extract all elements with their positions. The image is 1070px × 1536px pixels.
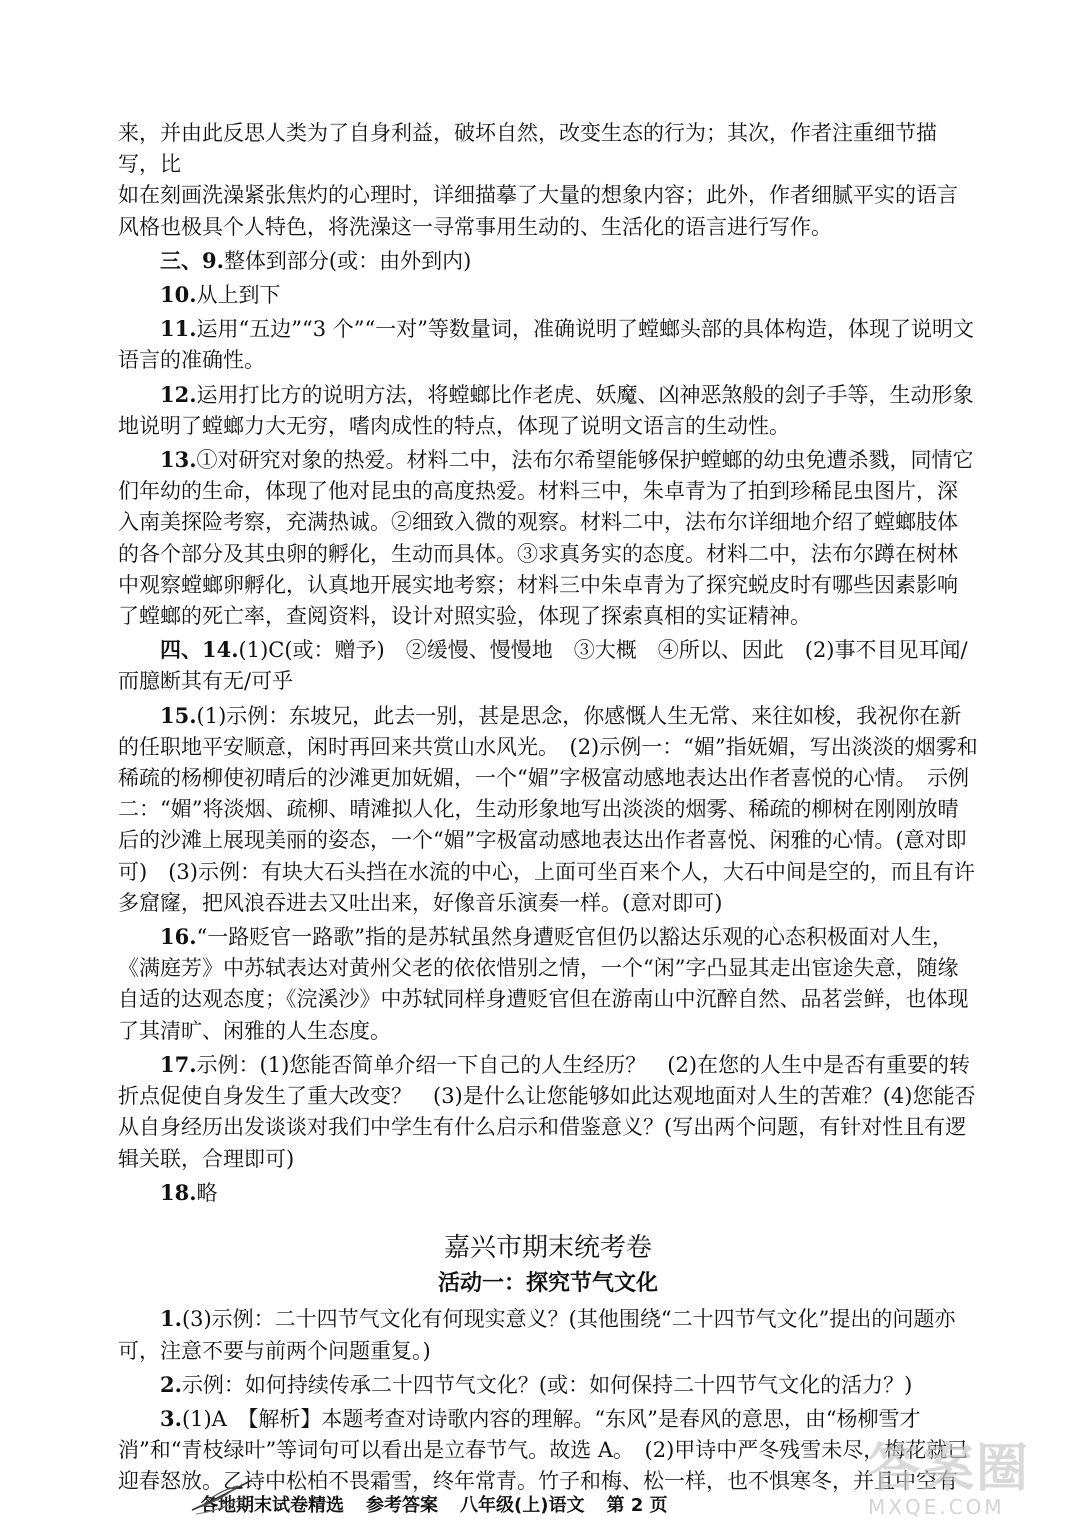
page-footer: [200, 1486, 880, 1522]
activity-title: 活动一：探究节气文化: [437, 1271, 658, 1297]
footer-series: 各地期末试卷精选: [200, 1495, 344, 1516]
answer-item: [118, 245, 978, 277]
answer-item: [118, 1049, 978, 1175]
answer-text: 略: [196, 1180, 218, 1205]
answer-text: (1)示例：东坡兄，此去一别，甚是思念，你感慨人生无常、来往如梭，我祝你在新的任职地平安顺意，闲时再回来共赏山水风光。 (2)示例一：“媚”指妩媚，写出淡淡的烟雾和稀疏的杨柳使初晴后的沙滩更加妩媚，一个“媚”字极富动感地表达出作者喜悦的心情。 示例二：“媚”将淡烟、疏柳、晴滩拟人化，生动形象地写出淡淡的烟雾、稀疏的柳树在刚刚放晴后的沙滩上展现美丽的姿态，一个“媚”字极富动感地表达出作者喜悦、闲雅的心情。(意对即可) (3)示例：有块大石头挡在水流的中心，上面可坐百来个人，大石中间是空的，而且有许多窟窿，把风浪吞进去又吐出来，好像音乐演奏一样。(意对即可): [118, 703, 978, 915]
watermark-site: MXQE.COM: [868, 1495, 1005, 1519]
text-line: 如在刻画洗澡紧张焦灼的心理时，详细描摹了大量的想象内容；此外，作者细腻平实的语言: [118, 183, 958, 208]
answer-text: (1)A 【解析】本题考查对诗歌内容的理解。“东风”是春风的意思，由“杨柳雪才消”和“青枝绿叶”等词句可以看出是立春节气。故选 A。 (2)甲诗中严冬残雪未尽，梅花就已迎春怒放。乙诗中松柏不畏霜雪，终年常青。竹子和梅、松一样，也不惧寒冬，并且中空有: [118, 1406, 969, 1494]
answer-number: 四、14.: [160, 637, 239, 663]
answer-text: (1)C(或：赠予) ②缓慢、慢慢地 ③大概 ④所以、因此 (2)事不目见耳闻/而臆断其有无/可乎: [118, 638, 968, 694]
answer-item: [118, 313, 978, 376]
answer-text: 运用“五边”“3 个”“一对”等数量词，准确说明了螳螂头部的具体构造，体现了说明文语言的准确性。: [118, 317, 974, 373]
feather-ornament-icon: [188, 1474, 258, 1518]
answer-text: 示例：(1)您能否简单介绍一下自己的人生经历？ (2)在您的人生中是否有重要的转折点促使自身发生了重大改变？ (3)是什么让您能够如此达观地面对人生的苦难？(4)您能否从自身经历出发谈谈对我们中学生有什么启示和借鉴意义？(写出两个问题，有针对性且有逻辑关联，合理即可): [118, 1052, 976, 1171]
answer-number: 15.: [160, 702, 197, 728]
answer-number: 17.: [160, 1051, 197, 1077]
text-line: 来，并由此反思人类为了自身利益，破坏自然，改变生态的行为；其次，作者注重细节描写，比: [118, 121, 937, 177]
answer-item: [118, 634, 978, 697]
answer-item: [118, 1177, 978, 1209]
answer-item: [118, 921, 978, 1047]
answer-number: 12.: [160, 381, 197, 407]
watermark-logo: 答案圈: [868, 1439, 1031, 1499]
site-watermark: [868, 1426, 1058, 1526]
answer-item: [118, 379, 978, 442]
footer-answers-label: 参考答案: [366, 1495, 438, 1516]
answer-text: 整体到部分(或：由外到内): [223, 248, 472, 273]
section-title: 嘉兴市期末统考卷: [443, 1232, 652, 1263]
answer-content: [118, 118, 978, 1498]
answer-text: ①对研究对象的热爱。材料二中，法布尔希望能够保护螳螂的幼虫免遭杀戮，同情它们年幼的生命，体现了他对昆虫的高度热爱。材料三中，朱卓青为了拍到珍稀昆虫图片，深入南美探险考察，充满热诚。②细致入微的观察。材料二中，法布尔详细地介绍了螳螂肢体的各个部分及其虫卵的孵化，生动而具体。③求真务实的态度。材料二中，法布尔蹲在树林中观察螳螂卵孵化，认真地开展实地考察；材料三中朱卓青为了探究蜕皮时有哪些因素影响了螳螂的死亡率，查阅资料，设计对照实验，体现了探索真相的实证精神。: [118, 448, 974, 629]
answer-text: 从上到下: [196, 283, 281, 308]
answer-number: 2.: [160, 1371, 182, 1397]
answer-item: [118, 1369, 978, 1401]
answer-number: 18.: [160, 1179, 197, 1205]
answer-number: 16.: [160, 924, 197, 950]
footer-grade-subject: 八年级(上)语文: [460, 1495, 585, 1516]
text-line: 风格也极具个人特色，将洗澡这一寻常事用生动的、生活化的语言进行写作。: [118, 214, 832, 239]
answer-number: 三、9.: [160, 247, 224, 273]
answer-number: 11.: [160, 316, 197, 342]
footer-page-number: 第 2 页: [606, 1495, 668, 1516]
answer-number: 1.: [160, 1306, 182, 1332]
answer-number: 10.: [160, 282, 197, 308]
answer-text: 运用打比方的说明方法，将螳螂比作老虎、妖魔、凶神恶煞般的刽子手等，生动形象地说明了螳螂力大无穷，嗜肉成性的特点，体现了说明文语言的生动性。: [118, 382, 974, 438]
answer-text: 示例：如何持续传承二十四节气文化？(或：如何保持二十四节气文化的活力？): [181, 1372, 913, 1397]
answer-item: [118, 279, 978, 311]
answer-number: 3.: [160, 1405, 182, 1431]
answer-text: “一路贬官一路歌”指的是苏轼虽然身遭贬官但仍以豁达乐观的心态积极面对人生，《满庭芳》中苏轼表达对黄州父老的依依惜别之情，一个“闲”字凸显其走出宦途失意，随缘自适的达观态度；《浣溪沙》中苏轼同样身遭贬官但在游南山中沉醉自然、品茗尝鲜，也体现了其清旷、闲雅的人生态度。: [118, 925, 969, 1043]
answer-item: [118, 1303, 978, 1366]
answer-text: (3)示例：二十四节气文化有何现实意义？(其他围绕“二十四节气文化”提出的问题亦可，注意不要与前两个问题重复。): [118, 1307, 956, 1363]
answer-item: [118, 444, 978, 632]
answer-item: [118, 700, 978, 919]
answer-number: 13.: [160, 447, 197, 473]
